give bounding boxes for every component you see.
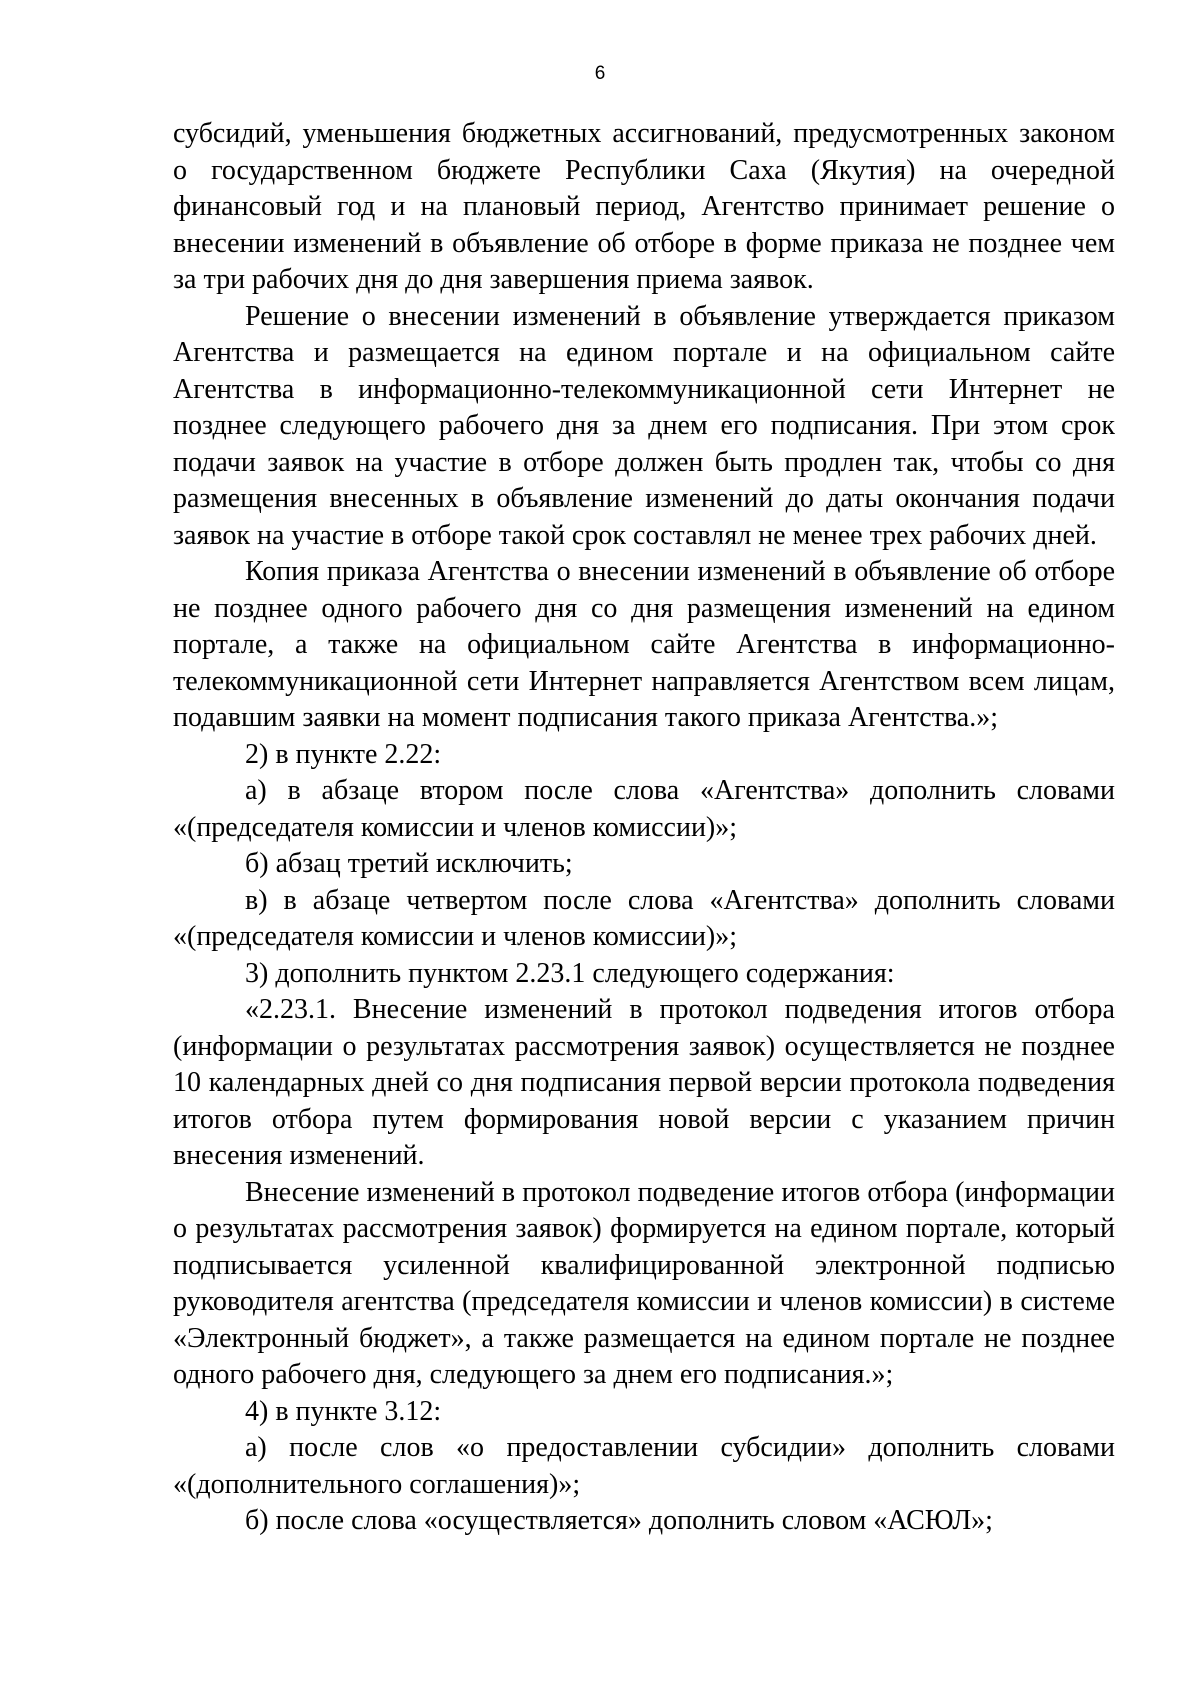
list-item: 3) дополнить пунктом 2.23.1 следующего содержания: <box>245 957 895 989</box>
list-item: в) в абзаце четвертом после слова «Агентства» дополнить словами «(председателя комиссии и членов комиссии)»; <box>173 884 1115 952</box>
list-item: б) после слова «осуществляется» дополнить словом «АСЮЛ»; <box>245 1505 993 1536</box>
document-body <box>173 116 1115 1540</box>
paragraph: субсидий, уменьшения бюджетных ассигнований, предусмотренных законом о государственном бюджете Республики Саха (Якутия) на очередной финансовый год и на плановый период, Агентство принимает решение о внесении изменений в объявление об отборе в форме приказа не позднее чем за три рабочих дня до дня завершения приема заявок. <box>173 118 1115 295</box>
paragraph: Решение о внесении изменений в объявление утверждается приказом Агентства и размещается на едином портале и на официальном сайте Агентства в информационно-телекоммуникационной сети Интернет не позднее следующего рабочего дня за днем его подписания. При этом срок подачи заявок на участие в отборе должен быть продлен так, чтобы со дня размещения внесенных в объявление изменений до даты окончания подачи заявок на участие в отборе такой срок составлял не менее трех рабочих дней. <box>173 300 1115 551</box>
list-item: 2) в пункте 2.22: <box>245 738 442 770</box>
paragraph: Копия приказа Агентства о внесении изменений в объявление об отборе не позднее одного рабочего дня со дня размещения изменений на едином портале, а также на официальном сайте Агентства в информационно-телекоммуникационной сети Интернет направляется Агентством всем лицам, подавшим заявки на момент подписания такого приказа Агентства.»; <box>173 556 1115 733</box>
list-item: 4) в пункте 3.12: <box>245 1395 442 1427</box>
paragraph: Внесение изменений в протокол подведение итогов отбора (информации о результатах рассмотрения заявок) формируется на едином портале, который подписывается усиленной квалифицированной электронной подписью руководителя агентства (председателя комиссии и членов комиссии) в системе «Электронный бюджет», а также размещается на едином портале не позднее одного рабочего дня, следующего за днем его подписания.»; <box>173 1176 1115 1390</box>
list-item: а) в абзаце втором после слова «Агентства» дополнить словами «(председателя комиссии и членов комиссии)»; <box>173 775 1115 843</box>
paragraph: «2.23.1. Внесение изменений в протокол подведения итогов отбора (информации о результатах рассмотрения заявок) осуществляется не позднее 10 календарных дней со дня подписания первой версии протокола подведения итогов отбора путем формирования новой версии с указанием причин внесения изменений. <box>173 994 1115 1171</box>
list-item: а) после слов «о предоставлении субсидии» дополнить словами «(дополнительного соглашения)»; <box>173 1432 1115 1500</box>
page-number: 6 <box>594 63 606 84</box>
list-item: б) абзац третий исключить; <box>245 848 573 879</box>
